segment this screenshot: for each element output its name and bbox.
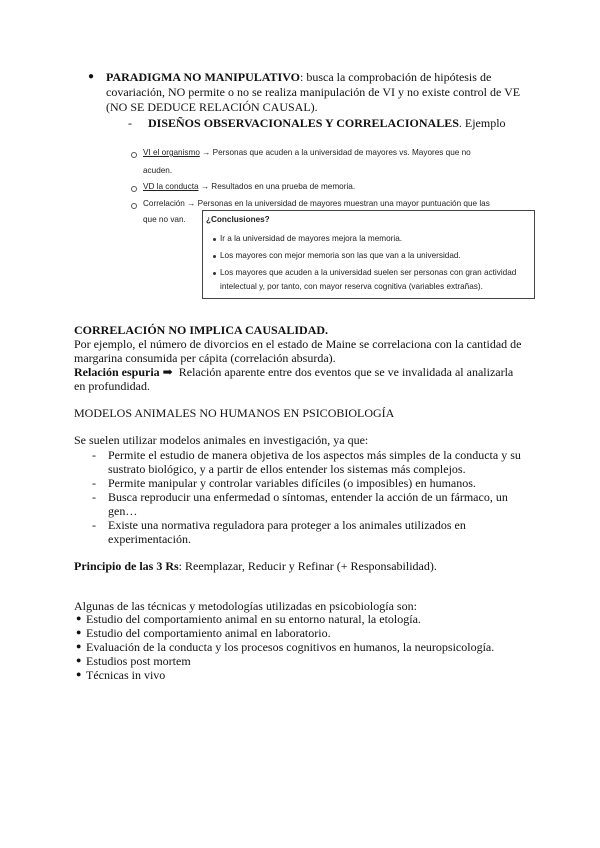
paradigma-line1: PARADIGMA NO MANIPULATIVO: busca la comprobación de hipótesis de	[106, 70, 492, 84]
paradigma-line2: covariación, NO permite o no se realiza manipulación de VI y no existe control de VE	[106, 85, 521, 99]
tecnicas-item: Estudios post mortem	[86, 654, 191, 668]
bullet-icon: ●	[76, 655, 82, 665]
bullet-icon: ●	[88, 71, 95, 82]
bullet-icon: ●	[76, 627, 82, 637]
dash-icon: -	[92, 448, 96, 462]
dash-icon: -	[92, 518, 96, 532]
example-corr-cont: que no van.	[143, 215, 186, 224]
modelos-item: Existe una normativa reguladora para proteger a los animales utilizados en	[108, 518, 466, 532]
circle-bullet-icon	[131, 152, 137, 158]
dash-icon: -	[128, 116, 132, 130]
bullet-icon: ●	[76, 641, 82, 651]
conclusion-item: Ir a la universidad de mayores mejora la memoria.	[220, 234, 403, 243]
modelos-item: Busca reproducir una enfermedad o síntomas, entender la acción de un fármaco, un	[108, 490, 508, 504]
bullet-icon	[213, 272, 216, 275]
principio-label: Principio de las 3 Rs	[74, 559, 179, 573]
bullet-icon	[213, 238, 216, 241]
tecnicas-item: Técnicas in vivo	[86, 668, 166, 682]
correlacion-line1: Por ejemplo, el número de divorcios en el estado de Maine se correlaciona con la cantidad de	[74, 337, 522, 351]
dash-icon: -	[92, 476, 96, 490]
conclusiones-title: ¿Conclusiones?	[206, 215, 270, 224]
tecnicas-item: Estudio del comportamiento animal en laboratorio.	[86, 626, 331, 640]
modelos-item: Permite el estudio de manera objetiva de los aspectos más simples de la conducta y su	[108, 448, 521, 462]
disenos-heading: DISEÑOS OBSERVACIONALES Y CORRELACIONALES. Ejemplo	[148, 116, 506, 130]
correlacion-line2: margarina consumida per cápita (correlación absurda).	[74, 351, 336, 365]
correlacion-title: CORRELACIÓN NO IMPLICA CAUSALIDAD.	[74, 323, 329, 337]
arrow-icon: ➡	[162, 365, 173, 379]
example-corr: Correlación → Personas en la universidad de mayores muestran una mayor puntuación que las	[143, 199, 490, 208]
conclusion-item: Los mayores que acuden a la universidad suelen ser personas con gran actividad	[220, 268, 517, 277]
conclusion-item-cont: intelectual y, por tanto, con mayor reserva cognitiva (variables extrañas).	[220, 282, 483, 291]
paradigma-line3: (NO SE DEDUCE RELACIÓN CAUSAL).	[106, 100, 318, 114]
modelos-item-cont: gen…	[108, 504, 138, 518]
tecnicas-item: Estudio del comportamiento animal en su entorno natural, la etología.	[86, 612, 421, 626]
bullet-icon	[213, 255, 216, 258]
modelos-intro: Se suelen utilizar modelos animales en investigación, ya que:	[74, 433, 369, 447]
paradigma-title: PARADIGMA NO MANIPULATIVO	[106, 70, 300, 84]
modelos-title: MODELOS ANIMALES NO HUMANOS EN PSICOBIOLOGÍA	[74, 406, 395, 420]
conclusion-item: Los mayores con mejor memoria son las que van a la universidad.	[220, 251, 461, 260]
tecnicas-item: Evaluación de la conducta y los procesos cognitivos en humanos, la neuropsicología.	[86, 640, 495, 654]
principio-line: Principio de las 3 Rs: Reemplazar, Reducir y Refinar (+ Responsabilidad).	[74, 559, 437, 573]
dash-icon: -	[92, 490, 96, 504]
espuria-line2: en profundidad.	[74, 379, 150, 393]
circle-bullet-icon	[131, 186, 137, 192]
modelos-item-cont: experimentación.	[108, 532, 191, 546]
espuria-label: Relación espuria	[74, 365, 160, 379]
conclusiones-box	[202, 210, 535, 299]
example-vd: VD la conducta → Resultados en una prueba de memoria.	[143, 182, 356, 191]
bullet-icon: ●	[76, 669, 82, 679]
tecnicas-intro: Algunas de las técnicas y metodologías utilizadas en psicobiología son:	[74, 599, 417, 613]
espuria-line: Relación espuria ➡ Relación aparente entre dos eventos que se ve invalidada al analizarla	[74, 365, 514, 379]
bullet-icon: ●	[76, 613, 82, 623]
modelos-item-cont: sustrato biológico, y a partir de ellos entender los sistemas más complejos.	[108, 462, 466, 476]
circle-bullet-icon	[131, 203, 137, 209]
modelos-item: Permite manipular y controlar variables difíciles (o imposibles) en humanos.	[108, 476, 476, 490]
example-vi-cont: acuden.	[143, 166, 173, 175]
example-vi: VI el organismo → Personas que acuden a la universidad de mayores vs. Mayores que no	[143, 148, 471, 157]
